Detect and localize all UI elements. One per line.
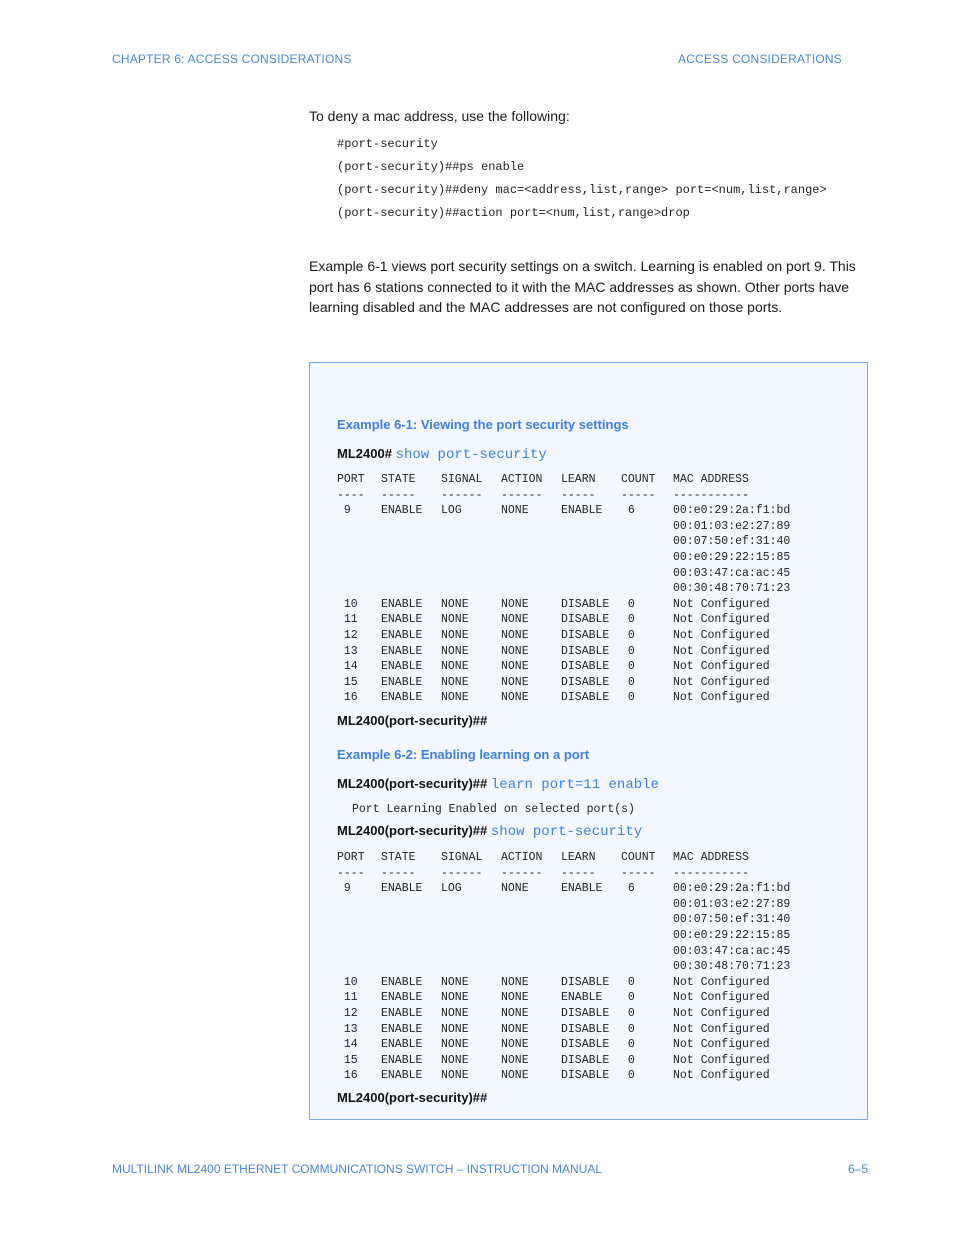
table-cell: 00:07:50:ef:31:40 — [673, 913, 791, 927]
table-cell: NONE — [501, 675, 529, 689]
table-cell: 16 — [337, 691, 358, 705]
table-cell: NONE — [501, 628, 529, 642]
example-2-prompt-show — [337, 823, 642, 840]
table-cell: ENABLE — [381, 691, 423, 705]
table-cell: ----------- — [673, 866, 749, 880]
table-cell: MAC ADDRESS — [673, 473, 749, 486]
table-cell: DISABLE — [561, 1038, 610, 1052]
table-cell: NONE — [501, 691, 529, 705]
table-cell: NONE — [441, 1022, 469, 1036]
table-cell: Not Configured — [673, 1022, 770, 1036]
table-cell: DISABLE — [561, 1053, 610, 1067]
prompt-text: ML2400(port-security)## — [337, 823, 491, 838]
page-number: 6–5 — [847, 1162, 868, 1176]
table-cell: 0 — [621, 1053, 635, 1067]
table-cell: ------ — [501, 866, 543, 880]
table-cell: 0 — [621, 691, 635, 705]
table-cell: ENABLE — [381, 991, 423, 1005]
table-cell: LOG — [441, 504, 462, 518]
table-cell: NONE — [441, 597, 469, 611]
table-cell: LEARN — [561, 473, 596, 486]
table-cell: LOG — [441, 882, 462, 896]
table-cell: 00:03:47:ca:ac:45 — [673, 566, 791, 580]
table-cell: NONE — [441, 613, 469, 627]
table-cell: MAC ADDRESS — [673, 851, 749, 864]
table-cell: 0 — [621, 1006, 635, 1020]
table-cell: 14 — [337, 660, 358, 674]
table-cell: DISABLE — [561, 660, 610, 674]
table-cell: ENABLE — [381, 644, 423, 658]
table-cell: ---- — [337, 488, 365, 502]
table-cell: NONE — [441, 1069, 469, 1083]
table-cell: ----- — [561, 866, 596, 880]
table-cell: 0 — [621, 597, 635, 611]
table-cell: 00:03:47:ca:ac:45 — [673, 944, 791, 958]
table-cell: 12 — [337, 1006, 358, 1020]
table-cell: 0 — [621, 675, 635, 689]
command-line: (port-security)##deny mac=<address,list,range> port=<num,list,range> — [337, 183, 827, 197]
table-cell: Not Configured — [673, 991, 770, 1005]
table-cell: 9 — [337, 882, 351, 896]
table-cell: ENABLE — [381, 1006, 423, 1020]
table-cell: 10 — [337, 975, 358, 989]
table-cell: 0 — [621, 660, 635, 674]
table-cell: ENABLE — [381, 1053, 423, 1067]
table-cell: Not Configured — [673, 1069, 770, 1083]
table-cell: ------ — [441, 488, 483, 502]
prompt-text: ML2400(port-security)## — [337, 776, 491, 791]
table-cell: DISABLE — [561, 644, 610, 658]
table-cell: NONE — [441, 691, 469, 705]
table-cell: DISABLE — [561, 597, 610, 611]
table-cell: NONE — [501, 991, 529, 1005]
table-cell: Not Configured — [673, 1053, 770, 1067]
table-cell: STATE — [381, 851, 416, 864]
example-1-end-prompt: ML2400(port-security)## — [337, 713, 488, 728]
table-cell: ENABLE — [561, 882, 603, 896]
table-cell: ENABLE — [381, 504, 423, 518]
paragraph-line: learning disabled and the MAC addresses are not configured on those ports. — [309, 299, 783, 315]
table-cell: 0 — [621, 1069, 635, 1083]
table-cell: COUNT — [621, 851, 656, 864]
prompt-text: ML2400# — [337, 446, 396, 461]
table-cell: NONE — [501, 660, 529, 674]
table-cell: 10 — [337, 597, 358, 611]
table-cell: 14 — [337, 1038, 358, 1052]
paragraph-line: Example 6-1 views port security settings on a switch. Learning is enabled on port 9. This — [309, 258, 856, 274]
table-cell: ----- — [381, 488, 416, 502]
table-cell: 15 — [337, 675, 358, 689]
table-cell: NONE — [501, 1022, 529, 1036]
example-2-message: Port Learning Enabled on selected port(s) — [352, 803, 635, 816]
table-cell: 00:e0:29:2a:f1:bd — [673, 882, 791, 896]
table-cell: Not Configured — [673, 660, 770, 674]
table-cell: Not Configured — [673, 644, 770, 658]
table-cell: PORT — [337, 851, 365, 864]
table-cell: NONE — [501, 613, 529, 627]
table-cell: 00:30:48:70:71:23 — [673, 582, 791, 596]
table-cell: NONE — [441, 1038, 469, 1052]
table-cell: Not Configured — [673, 1006, 770, 1020]
table-cell: DISABLE — [561, 975, 610, 989]
table-cell: ENABLE — [381, 1038, 423, 1052]
table-cell: DISABLE — [561, 675, 610, 689]
table-cell: PORT — [337, 473, 365, 486]
table-cell: COUNT — [621, 473, 656, 486]
table-cell: Not Configured — [673, 628, 770, 642]
table-cell: DISABLE — [561, 613, 610, 627]
prompt-command: learn port=11 enable — [490, 777, 659, 793]
command-line: (port-security)##action port=<num,list,range>drop — [337, 206, 690, 220]
example-2-title: Example 6-2: Enabling learning on a port — [337, 747, 590, 762]
table-cell: NONE — [441, 975, 469, 989]
table-cell: NONE — [441, 660, 469, 674]
table-cell: DISABLE — [561, 1069, 610, 1083]
table-cell: NONE — [441, 1006, 469, 1020]
prompt-command: show port-security — [490, 824, 643, 840]
table-cell: SIGNAL — [441, 473, 483, 486]
table-cell: NONE — [501, 1038, 529, 1052]
table-cell: STATE — [381, 473, 416, 486]
paragraph-line: port has 6 stations connected to it with the MAC addresses as shown. Other ports have — [309, 278, 850, 295]
table-cell: DISABLE — [561, 1022, 610, 1036]
table-cell: NONE — [501, 597, 529, 611]
table-cell: ENABLE — [381, 597, 423, 611]
table-cell: ----------- — [673, 488, 749, 502]
table-cell: 9 — [337, 504, 351, 518]
command-line: (port-security)##ps enable — [337, 160, 525, 174]
table-cell: ------ — [501, 488, 543, 502]
table-cell: NONE — [501, 1006, 529, 1020]
table-cell: NONE — [501, 644, 529, 658]
table-cell: 0 — [621, 1038, 635, 1052]
table-cell: 00:e0:29:22:15:85 — [673, 550, 791, 564]
table-cell: 00:e0:29:22:15:85 — [673, 928, 791, 942]
table-cell: ENABLE — [381, 675, 423, 689]
table-cell: ---- — [337, 866, 365, 880]
table-cell: ----- — [561, 488, 596, 502]
table-cell: ENABLE — [381, 613, 423, 627]
table-cell: 12 — [337, 628, 358, 642]
table-cell: ENABLE — [381, 975, 423, 989]
table-cell: 11 — [337, 613, 358, 627]
table-cell: ENABLE — [561, 504, 603, 518]
table-cell: 00:01:03:e2:27:89 — [673, 897, 791, 911]
table-cell: NONE — [441, 991, 469, 1005]
table-cell: DISABLE — [561, 1006, 610, 1020]
example-1-prompt — [337, 446, 547, 463]
table-cell: NONE — [441, 1053, 469, 1067]
example-2-prompt-learn — [337, 776, 659, 793]
table-cell: DISABLE — [561, 691, 610, 705]
table-cell: NONE — [441, 675, 469, 689]
table-cell: SIGNAL — [441, 851, 483, 864]
command-line: #port-security — [337, 137, 438, 151]
table-cell: NONE — [501, 975, 529, 989]
table-cell: 00:07:50:ef:31:40 — [673, 535, 791, 549]
table-cell: 6 — [621, 504, 635, 518]
table-cell: ------ — [441, 866, 483, 880]
table-cell: 00:01:03:e2:27:89 — [673, 519, 791, 533]
table-cell: 11 — [337, 991, 358, 1005]
table-cell: NONE — [501, 1053, 529, 1067]
table-cell: 00:30:48:70:71:23 — [673, 960, 791, 974]
table-cell: ENABLE — [381, 1069, 423, 1083]
table-cell: 6 — [621, 882, 635, 896]
table-cell: ----- — [621, 488, 656, 502]
table-cell: NONE — [441, 644, 469, 658]
description-paragraph — [309, 256, 859, 318]
table-cell: ----- — [621, 866, 656, 880]
table-cell: ENABLE — [381, 660, 423, 674]
intro-text: To deny a mac address, use the following: — [309, 108, 570, 124]
table-cell: ENABLE — [381, 882, 423, 896]
footer-title: MULTILINK ML2400 ETHERNET COMMUNICATIONS SWITCH – INSTRUCTION MANUAL — [112, 1162, 603, 1176]
table-cell: NONE — [501, 1069, 529, 1083]
table-cell: ENABLE — [381, 1022, 423, 1036]
table-cell: Not Configured — [673, 1038, 770, 1052]
table-cell: 0 — [621, 628, 635, 642]
table-cell: ENABLE — [381, 628, 423, 642]
table-cell: ACTION — [501, 851, 543, 864]
table-cell: Not Configured — [673, 613, 770, 627]
example-2-end-prompt: ML2400(port-security)## — [337, 1090, 488, 1105]
table-cell: 0 — [621, 1022, 635, 1036]
table-cell: 15 — [337, 1053, 358, 1067]
table-cell: ----- — [381, 866, 416, 880]
example-1-title: Example 6-1: Viewing the port security settings — [337, 417, 629, 432]
table-cell: NONE — [441, 628, 469, 642]
table-cell: 13 — [337, 644, 358, 658]
table-cell: LEARN — [561, 851, 596, 864]
table-cell: DISABLE — [561, 628, 610, 642]
table-cell: ACTION — [501, 473, 543, 486]
table-cell: 0 — [621, 991, 635, 1005]
table-cell: 16 — [337, 1069, 358, 1083]
table-cell: Not Configured — [673, 675, 770, 689]
table-cell: Not Configured — [673, 975, 770, 989]
table-cell: ENABLE — [561, 991, 603, 1005]
table-cell: 0 — [621, 975, 635, 989]
table-cell: 00:e0:29:2a:f1:bd — [673, 504, 791, 518]
header-section: ACCESS CONSIDERATIONS — [677, 52, 842, 66]
table-cell: 13 — [337, 1022, 358, 1036]
header-chapter: CHAPTER 6: ACCESS CONSIDERATIONS — [112, 52, 352, 66]
table-cell: 0 — [621, 644, 635, 658]
table-cell: Not Configured — [673, 597, 770, 611]
table-cell: NONE — [501, 504, 529, 518]
prompt-command: show port-security — [395, 447, 547, 463]
table-cell: NONE — [501, 882, 529, 896]
table-cell: 0 — [621, 613, 635, 627]
table-cell: Not Configured — [673, 691, 770, 705]
